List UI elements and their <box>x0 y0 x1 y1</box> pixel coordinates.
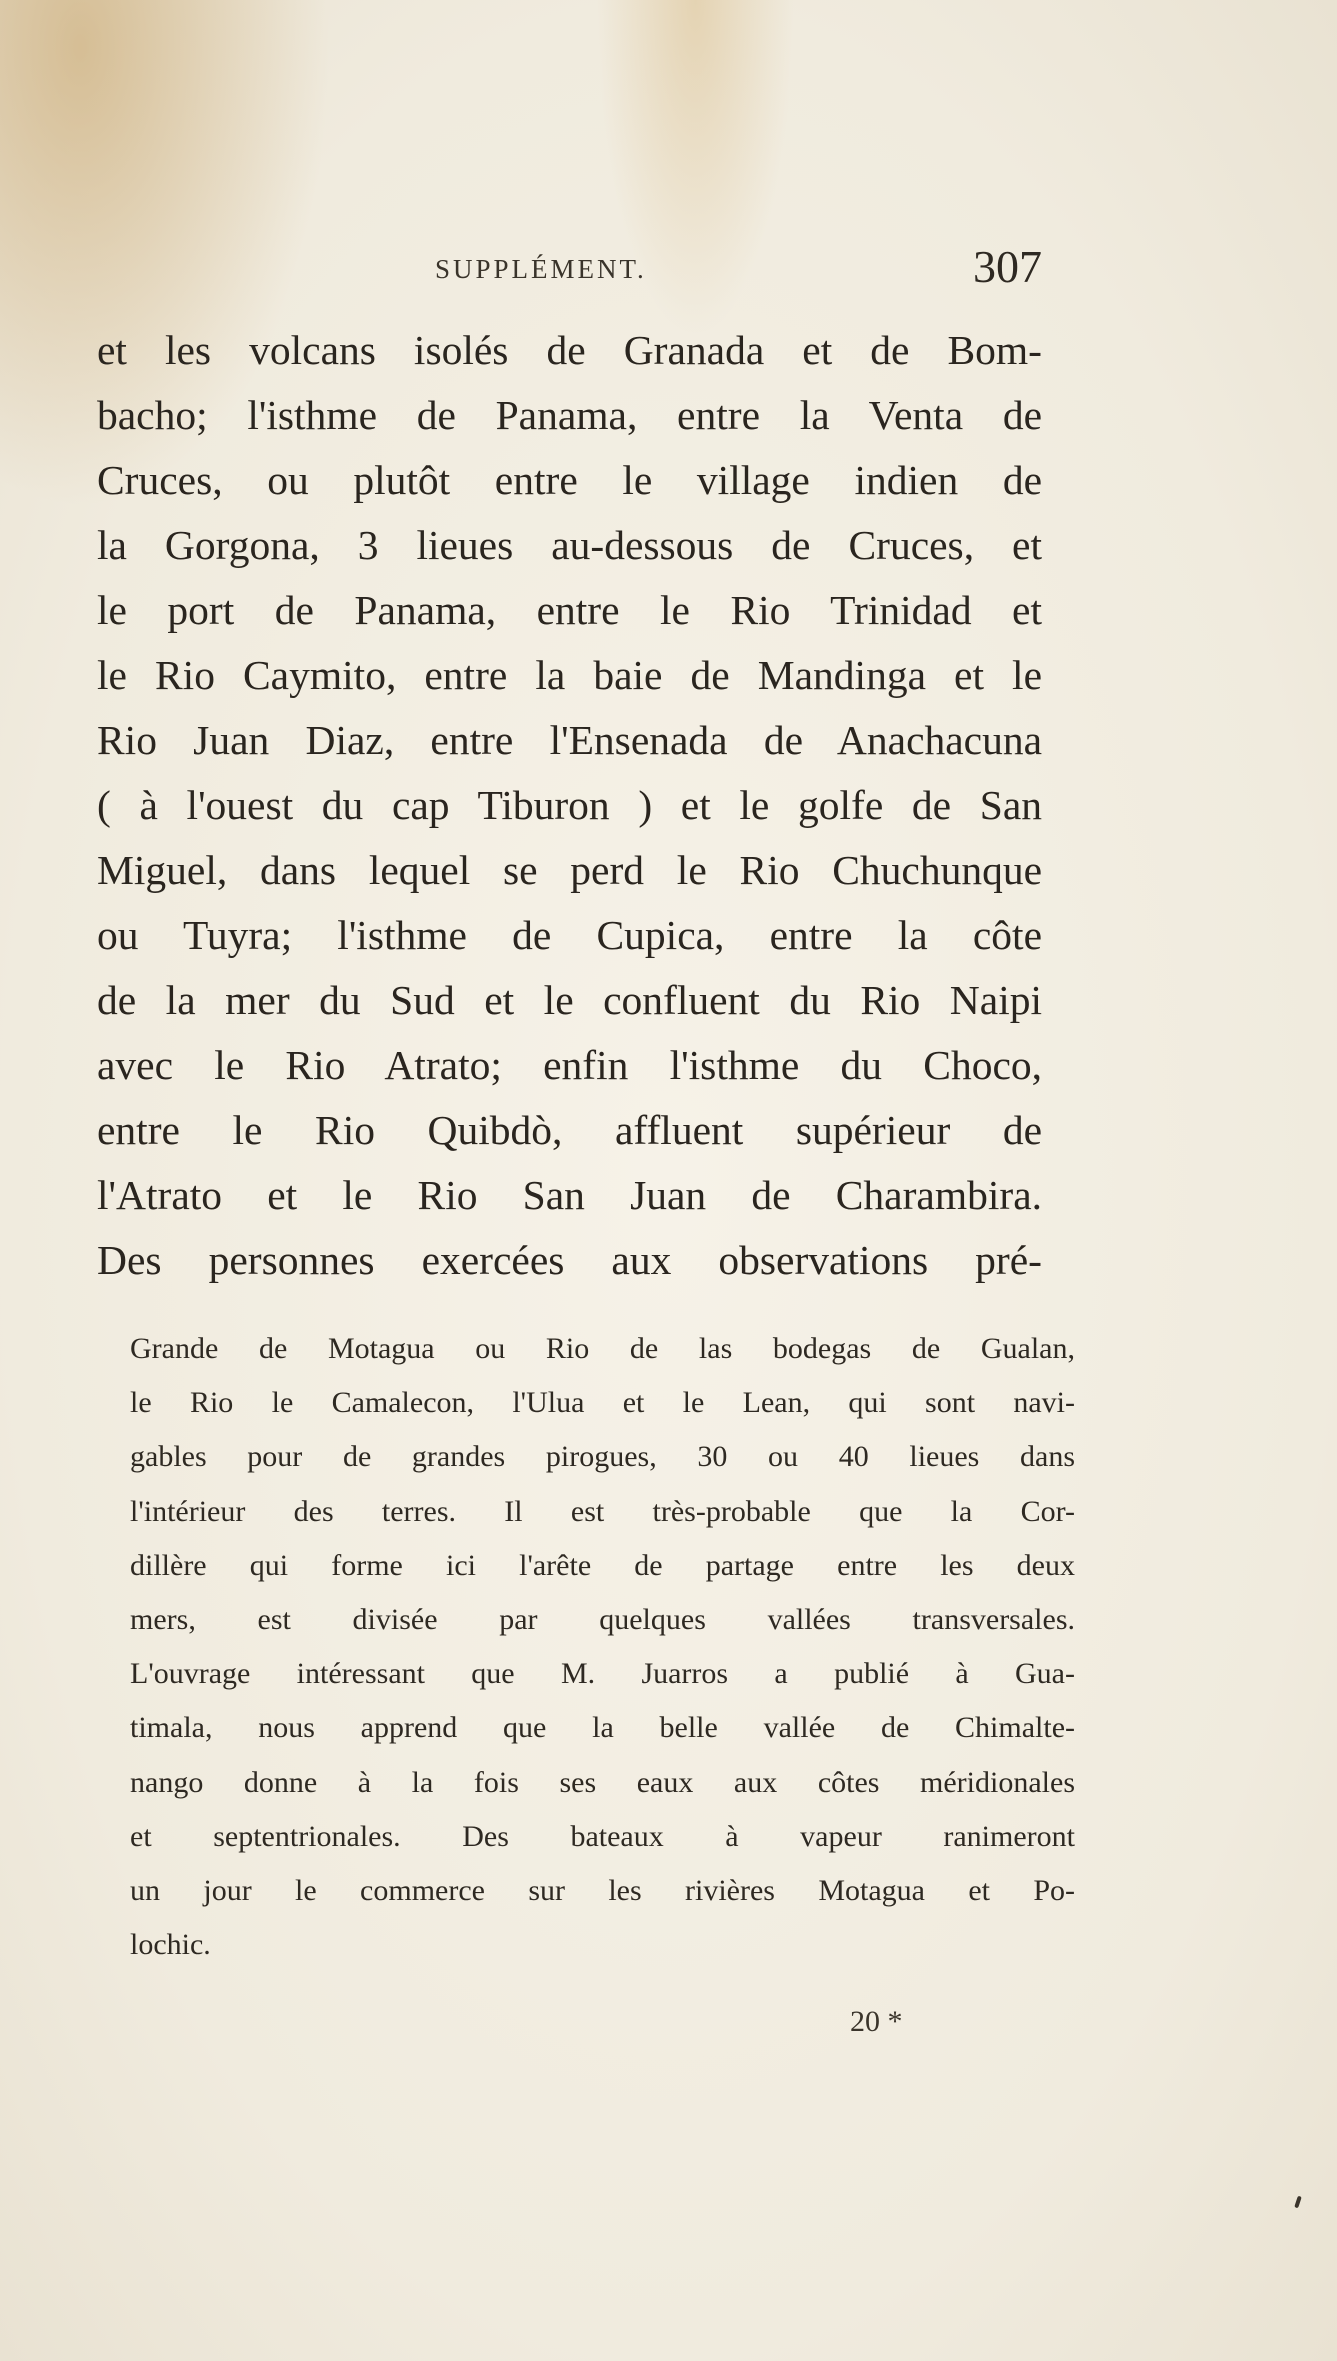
main-text-line: le port de Panama, entre le Rio Trinidad et <box>97 587 1042 633</box>
main-text-line: Cruces, ou plutôt entre le village indien de <box>97 457 1042 503</box>
footnote-line: timala, nous apprend que la belle vallée de Chimalte- <box>130 1711 1075 1745</box>
running-head: SUPPLÉMENT. <box>435 254 647 284</box>
signature-mark: 20 * <box>850 2005 903 2038</box>
footnote-line: lochic. <box>130 1928 211 1962</box>
footnote-line: dillère qui forme ici l'arête de partage entre les deux <box>130 1548 1075 1582</box>
main-text-line: et les volcans isolés de Granada et de Bom- <box>97 327 1042 373</box>
main-text-line: bacho; l'isthme de Panama, entre la Venta de <box>97 392 1042 438</box>
main-text-line: de la mer du Sud et le confluent du Rio Naipi <box>97 977 1042 1023</box>
footnote-line: un jour le commerce sur les rivières Motagua et Po- <box>130 1873 1075 1907</box>
ink-speck <box>1294 2196 1302 2209</box>
main-text-line: Miguel, dans lequel se perd le Rio Chuchunque <box>97 847 1042 893</box>
footnote-line: nango donne à la fois ses eaux aux côtes méridionales <box>130 1765 1075 1799</box>
main-text-line: la Gorgona, 3 lieues au-dessous de Cruces, et <box>97 522 1042 568</box>
main-text-line: Rio Juan Diaz, entre l'Ensenada de Anachacuna <box>97 717 1042 763</box>
footnote-line: mers, est divisée par quelques vallées transversales. <box>130 1602 1075 1636</box>
footnote-line: l'intérieur des terres. Il est très-probable que la Cor- <box>130 1494 1075 1528</box>
footnote-line: Grande de Motagua ou Rio de las bodegas de Gualan, <box>130 1332 1075 1365</box>
main-text-block <box>97 318 1042 1293</box>
main-text-line: avec le Rio Atrato; enfin l'isthme du Choco, <box>97 1042 1042 1088</box>
footnote-line: gables pour de grandes pirogues, 30 ou 40 lieues dans <box>130 1440 1075 1474</box>
main-text-line: ( à l'ouest du cap Tiburon ) et le golfe de San <box>97 782 1042 828</box>
footnote-line: le Rio le Camalecon, l'Ulua et le Lean, qui sont navi- <box>130 1386 1075 1420</box>
main-text-line: Des personnes exercées aux observations pré- <box>97 1237 1042 1283</box>
main-text-line: entre le Rio Quibdò, affluent supérieur de <box>97 1107 1042 1153</box>
footnote-block <box>130 1322 1075 1972</box>
footnote-line: et septentrionales. Des bateaux à vapeur ranimeront <box>130 1819 1075 1853</box>
page-number: 307 <box>973 241 1042 292</box>
footnote-line: L'ouvrage intéressant que M. Juarros a publié à Gua- <box>130 1657 1075 1691</box>
main-text-line: le Rio Caymito, entre la baie de Mandinga et le <box>97 652 1042 698</box>
main-text-line: ou Tuyra; l'isthme de Cupica, entre la côte <box>97 912 1042 958</box>
page-header <box>97 240 1042 300</box>
main-text-line: l'Atrato et le Rio San Juan de Charambira. <box>97 1172 1042 1218</box>
